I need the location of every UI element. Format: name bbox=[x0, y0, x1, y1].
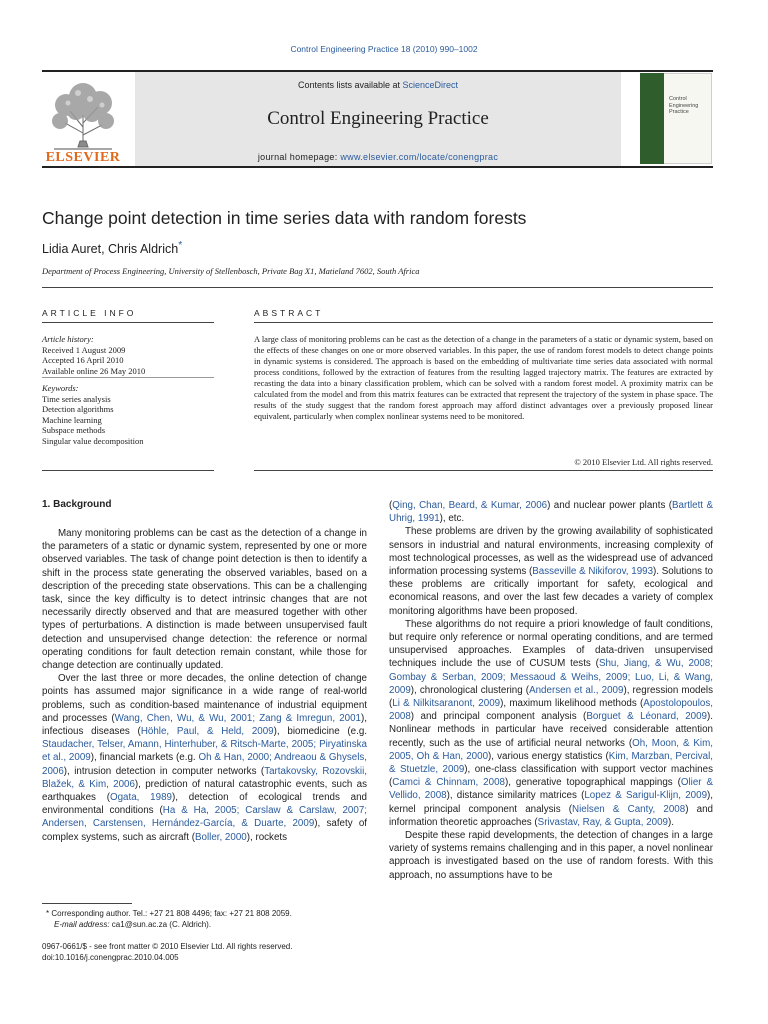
text-run: ), one-class classification with support vector machines ( bbox=[389, 764, 713, 789]
footnote-rule bbox=[42, 903, 132, 904]
citation-link[interactable]: Tartakovsky, Rozovskii, Blažek, & Kim, 2006 bbox=[42, 765, 367, 790]
text-run: ), rockets bbox=[246, 831, 288, 843]
citation-link[interactable]: Srivastav, Ray, & Gupta, 2009 bbox=[537, 816, 668, 828]
divider-rule bbox=[254, 470, 713, 471]
citation-link[interactable]: Oh, Moon, & Kim, 2005, Oh & Han, 2000 bbox=[389, 737, 713, 762]
article-history bbox=[42, 334, 214, 376]
text-run: ) and information theoretic approaches ( bbox=[389, 803, 713, 828]
keyword-item: Detection algorithms bbox=[42, 404, 114, 414]
paragraph bbox=[42, 672, 367, 844]
corresponding-author-footnote bbox=[46, 908, 376, 930]
citation-link[interactable]: Höhle, Paul, & Held, 2009 bbox=[140, 726, 274, 738]
section-heading: 1. Background bbox=[42, 499, 112, 510]
text-run: These problems are driven by the growing availability of sophisticated sensors in industrial and natural environments, increasing complexity of most technological processes, as well as the widespread use of advanced information processing systems ( bbox=[389, 526, 713, 578]
keyword-item: Subspace methods bbox=[42, 425, 106, 435]
paragraph bbox=[389, 618, 713, 829]
issn-line: 0967-0661/$ - see front matter © 2010 Elsevier Ltd. All rights reserved. bbox=[42, 942, 293, 951]
footnote-mark: * bbox=[46, 909, 50, 918]
sciencedirect-link[interactable]: ScienceDirect bbox=[402, 80, 459, 90]
keyword-item: Singular value decomposition bbox=[42, 435, 144, 446]
text-run: ), generative topographical mappings ( bbox=[504, 777, 681, 789]
body-column-right bbox=[389, 499, 713, 882]
elsevier-wordmark: ELSEVIER bbox=[45, 150, 121, 165]
email-label: E-mail address: bbox=[54, 920, 110, 929]
text-run: ), infectious diseases ( bbox=[42, 712, 367, 738]
article-info-heading: ARTICLE INFO bbox=[42, 308, 137, 318]
author-affiliation: Department of Process Engineering, University of Stellenbosch, Private Bag X1, Matieland 7602, South Africa bbox=[42, 266, 420, 276]
journal-homepage-line bbox=[135, 152, 621, 162]
citation-link[interactable]: Bartlett & Uhrig, 1991 bbox=[389, 500, 713, 525]
text-run: ), financial markets (e.g. bbox=[90, 752, 199, 764]
text-run: ), prediction of natural catastrophic events, such as earthquakes ( bbox=[42, 778, 367, 804]
header-bottom-rule bbox=[42, 166, 713, 168]
text-run: ), biomedicine (e.g. bbox=[273, 726, 367, 738]
text-run: ). bbox=[668, 816, 674, 828]
text-run: ), maximum likelihood methods ( bbox=[500, 698, 644, 710]
citation-link[interactable]: Basseville & Nikiforov, 1993 bbox=[532, 566, 654, 578]
citation-link[interactable]: Olier & Vellido, 2008 bbox=[389, 777, 713, 802]
email-value[interactable]: ca1@sun.ac.za (C. Aldrich). bbox=[109, 920, 212, 929]
author-names: Lidia Auret, Chris Aldrich bbox=[42, 242, 179, 257]
keywords-list bbox=[42, 383, 214, 446]
divider-rule bbox=[254, 322, 713, 323]
citation-link[interactable]: Qing, Chan, Beard, & Kumar, 2006 bbox=[392, 500, 548, 511]
citation-link[interactable]: Boller, 2000 bbox=[194, 831, 247, 843]
divider-rule bbox=[42, 377, 214, 378]
text-run: ), safety of complex systems, such as aircraft ( bbox=[42, 818, 367, 843]
journal-citation[interactable]: Control Engineering Practice 18 (2010) 990–1002 bbox=[290, 44, 478, 54]
citation-link[interactable]: Camci & Chinnam, 2008 bbox=[392, 777, 505, 789]
keyword-item: Time series analysis bbox=[42, 393, 111, 404]
paragraph bbox=[389, 499, 713, 525]
citation-link[interactable]: Ha & Ha, 2005; Carslaw & Carslaw, 2007; Andersen, Carstensen, Hernández-García, & Duarte, 2009 bbox=[42, 805, 367, 830]
text-run: ). Solutions to these problems are critically important for safety, ecological and economical reasons, and over the last few decades a variety of complex monitoring algorithms have been proposed. bbox=[389, 566, 713, 617]
journal-title: Control Engineering Practice bbox=[267, 108, 489, 129]
bottom-publication-info bbox=[42, 941, 372, 963]
corresponding-author-mark[interactable]: * bbox=[178, 240, 183, 251]
history-accepted: Accepted 16 April 2010 bbox=[42, 355, 124, 365]
body-column-left bbox=[42, 527, 367, 844]
paragraph bbox=[389, 525, 713, 617]
text-run: Over the last three or more decades, the online detection of change points has assumed major significance in a wide range of real-world problems, such as condition-based maintenance of industrial equipment and processes ( bbox=[42, 673, 367, 724]
contents-prefix: Contents lists available at bbox=[297, 80, 403, 90]
citation-link[interactable]: Ogata, 1989 bbox=[109, 792, 172, 804]
paragraph: Despite these rapid developments, the detection of changes in a large variety of systems remains challenging and in this paper, a novel nonlinear approach is investigated based on the use of random forests. With this approach, no assumptions have to be bbox=[389, 830, 713, 881]
text-run: ), various energy statistics ( bbox=[488, 750, 609, 762]
divider-rule bbox=[42, 322, 214, 323]
abstract-text: A large class of monitoring problems can be cast as the detection of a change in the parameters of a static or dynamic system, based on the effects of these changes on one or more observed variables. In this paper, the use of random forest models to detect change points in dynamic systems is considered. The approach is based on the embedding of multivariate time series data associated with normal process conditions, followed by the extraction of features from the resulting lagged trajectory matrix. The features are extracted by recasting the data into a binary classification problem, which can be solved with a random forest model. A proximity matrix can be calculated from the model and from this matrix features can be extracted that represent the trajectory of the system in phase space. The results of the study suggest that the random forest approach may afford distinct advantages over a previously proposed linear equivalent, particularly when complex nonlinear systems need to be monitored. bbox=[254, 334, 713, 421]
history-online: Available online 26 May 2010 bbox=[42, 365, 146, 376]
citation-link[interactable]: Apostolopoulos, 2008 bbox=[389, 698, 713, 723]
divider-rule bbox=[42, 470, 214, 471]
article-authors bbox=[42, 240, 182, 256]
text-run: ). Nonlinear methods in particular have received considerable attention recently, such as the use of artificial neural networks ( bbox=[389, 711, 713, 749]
citation-link[interactable]: Kim, Marzban, Percival, & Stuetzle, 2009 bbox=[389, 750, 714, 776]
citation-link[interactable]: Wang, Chen, Wu, & Wu, 2001; Zang & Imregun, 2001 bbox=[114, 712, 362, 724]
doi-line[interactable]: doi:10.1016/j.conengprac.2010.04.005 bbox=[42, 953, 179, 962]
citation-link[interactable]: Andersen et al., 2009 bbox=[529, 684, 624, 696]
footnote-contact: Corresponding author. Tel.: +27 21 808 4496; fax: +27 21 808 2059. bbox=[49, 909, 292, 918]
text-run: ) and principal component analysis ( bbox=[410, 711, 587, 723]
keyword-item: Machine learning bbox=[42, 414, 102, 425]
citation-link[interactable]: Borguet & Léonard, 2009 bbox=[586, 711, 708, 723]
text-run: ), etc. bbox=[439, 513, 465, 525]
text-run: ), kernel principal component analysis ( bbox=[389, 790, 713, 815]
keywords-label: Keywords: bbox=[42, 383, 79, 393]
text-run: These algorithms do not require a priori knowledge of fault conditions, but require only reference or normal operating conditions, and are termed unsupervised approaches. Examples of data-driven unsupervised techniques include the use of CUSUM tests ( bbox=[389, 618, 713, 670]
abstract-heading: ABSTRACT bbox=[254, 308, 324, 318]
homepage-prefix: journal homepage: bbox=[257, 152, 341, 162]
citation-link[interactable]: Shu, Jiang, & Wu, 2008; Gombay & Serban, 2009; Messaoud & Weihs, 2009; Luo, Li, & Wang, 2009 bbox=[389, 658, 713, 696]
history-received: Received 1 August 2009 bbox=[42, 344, 126, 355]
citation-link[interactable]: Lopez & Sarigul-Klijn, 2009 bbox=[584, 790, 708, 802]
citation-link[interactable]: Oh & Han, 2000; Andreaou & Ghysels, 2006 bbox=[42, 752, 367, 777]
text-run: ), intrusion detection in computer networks ( bbox=[63, 765, 265, 777]
contents-available-line bbox=[135, 80, 621, 90]
history-label: Article history: bbox=[42, 334, 94, 344]
journal-cover-strip bbox=[640, 73, 664, 164]
journal-cover-title: Control Engineering Practice bbox=[669, 96, 699, 115]
text-run: ), detection of ecological trends and environmental conditions ( bbox=[42, 792, 367, 817]
citation-link[interactable]: Li & Nilkitsaranont, 2009 bbox=[392, 698, 501, 710]
paragraph: Many monitoring problems can be cast as the detection of a change in the parameters of a static or dynamic system, represented by one or more observed variables. The task of change point detection is then to identify a shift in the process state generating the observed variables, based on a description of the preceding state observations. This can be a challenging task, since the key difficulty is to detect intrinsic changes that are not necessarily directly observed and that are measured together with other types of perturbations. A distinction is made between unsupervised fault detection and unsupervised change detection: the reference or normal operating conditions for fault detection remain constant, while those for change detection are continually updated. bbox=[42, 528, 367, 672]
text-run: ), regression models ( bbox=[389, 684, 713, 710]
abstract-copyright: © 2010 Elsevier Ltd. All rights reserved. bbox=[574, 457, 713, 467]
text-run: ) and nuclear power plants ( bbox=[547, 500, 673, 511]
text-run: ), distance similarity matrices ( bbox=[446, 790, 585, 802]
article-title: Change point detection in time series data with random forests bbox=[42, 208, 527, 228]
divider-rule bbox=[42, 287, 713, 288]
text-run: ), chronological clustering ( bbox=[410, 684, 530, 696]
text-run: ( bbox=[389, 500, 393, 511]
journal-homepage-link[interactable]: www.elsevier.com/locate/conengprac bbox=[340, 152, 499, 162]
citation-link[interactable]: Staudacher, Telser, Amann, Hinterhuber, & Ritsch-Marte, 2005; Piryatinska et al., 2009 bbox=[42, 739, 367, 764]
citation-link[interactable]: Nielsen & Canty, 2008 bbox=[572, 803, 686, 815]
